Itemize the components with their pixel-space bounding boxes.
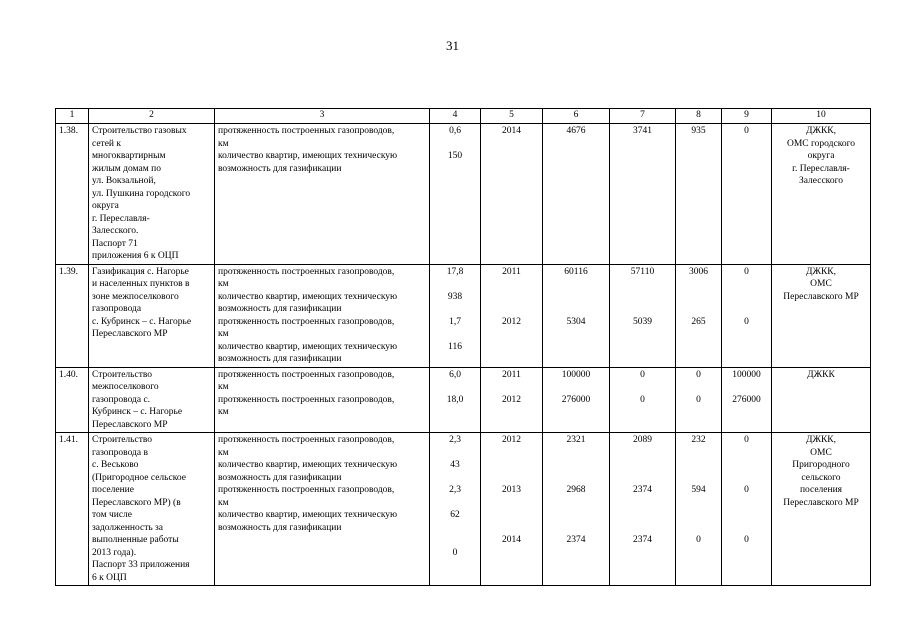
- year: 2014: [481, 124, 543, 265]
- indicator-values: 2,3 43 2,3 62 0: [430, 433, 481, 586]
- amount-col9: 0 0 0: [722, 433, 772, 586]
- row-number: 1.40.: [56, 367, 89, 433]
- row-number: 1.38.: [56, 124, 89, 265]
- indicator-text: количество квартир, имеющих техническую возможность для газификации: [218, 151, 398, 174]
- executor: ДЖКК, ОМС Пригородного сельского поселения Переславского МР: [772, 433, 871, 586]
- object-name: Строительство газовых сетей к многоквартирным жилым домам по ул. Вокзальной, ул. Пушкина городского округа г. Переславля- Залесского. Паспорт 71 приложения 6 к ОЦП: [89, 124, 215, 265]
- header-cell: 5: [481, 109, 543, 124]
- executor: ДЖКК: [772, 367, 871, 433]
- indicator-text: количество квартир, имеющих техническую возможность для газификации: [218, 291, 398, 314]
- indicator-text: количество квартир, имеющих техническую возможность для газификации: [218, 510, 398, 533]
- row-number: 1.41.: [56, 433, 89, 586]
- amount-col7: 57110 5039: [610, 264, 676, 367]
- header-cell: 8: [676, 109, 722, 124]
- indicators: [215, 264, 430, 367]
- object-name: Строительство газопровода в с. Веськово (Пригородное сельское поселение Переславского МР) (в том числе задолженность за выполненные работы 2013 года). Паспорт 33 приложения 6 к ОЦП: [89, 433, 215, 586]
- indicator-values: 6,0 18,0: [430, 367, 481, 433]
- header-cell: 1: [56, 109, 89, 124]
- indicator-text: протяженность построенных газопроводов, км: [218, 316, 395, 339]
- table-row: [56, 264, 871, 367]
- total-amount: 100000 276000: [543, 367, 610, 433]
- page-number: 31: [446, 38, 459, 53]
- table-row: [56, 433, 871, 586]
- total-amount: 2321 2968 2374: [543, 433, 610, 586]
- indicators: [215, 124, 430, 265]
- total-amount: 60116 5304: [543, 264, 610, 367]
- header-cell: 6: [543, 109, 610, 124]
- table-row: [56, 124, 871, 265]
- amount-col8: 3006 265: [676, 264, 722, 367]
- indicator-text: протяженность построенных газопроводов, км: [218, 369, 395, 392]
- year: 2012 2013 2014: [481, 433, 543, 586]
- indicators: [215, 433, 430, 586]
- header-cell: 9: [722, 109, 772, 124]
- indicator-text: протяженность построенных газопроводов, км: [218, 435, 395, 458]
- amount-col7: 3741: [610, 124, 676, 265]
- header-cell: 4: [430, 109, 481, 124]
- year: 2011 2012: [481, 367, 543, 433]
- header-cell: 7: [610, 109, 676, 124]
- indicator-values: 17,8 938 1,7 116: [430, 264, 481, 367]
- indicator-text: количество квартир, имеющих техническую возможность для газификации: [218, 341, 398, 364]
- amount-col9: 100000 276000: [722, 367, 772, 433]
- total-amount: 4676: [543, 124, 610, 265]
- indicator-text: протяженность построенных газопроводов, км: [218, 126, 395, 149]
- executor: ДЖКК, ОМС Переславского МР: [772, 264, 871, 367]
- amount-col8: 935: [676, 124, 722, 265]
- header-cell: 3: [215, 109, 430, 124]
- indicators: [215, 367, 430, 433]
- indicator-text: протяженность построенных газопроводов, км: [218, 485, 395, 508]
- amount-col9: 0 0: [722, 264, 772, 367]
- object-name: Газификация с. Нагорье и населенных пунктов в зоне межпоселкового газопровода с. Кубринск – с. Нагорье Переславского МР: [89, 264, 215, 367]
- executor: ДЖКК, ОМС городского округа г. Переславля- Залесского: [772, 124, 871, 265]
- program-table: [55, 108, 871, 586]
- header-cell: 2: [89, 109, 215, 124]
- amount-col8: 232 594 0: [676, 433, 722, 586]
- table-row: [56, 367, 871, 433]
- indicator-text: количество квартир, имеющих техническую возможность для газификации: [218, 460, 398, 483]
- amount-col7: 2089 2374 2374: [610, 433, 676, 586]
- indicator-text: протяженность построенных газопроводов, км: [218, 266, 395, 289]
- row-number: 1.39.: [56, 264, 89, 367]
- amount-col8: 0 0: [676, 367, 722, 433]
- year: 2011 2012: [481, 264, 543, 367]
- amount-col7: 0 0: [610, 367, 676, 433]
- header-row: [56, 109, 871, 124]
- object-name: Строительство межпоселкового газопровода с. Кубринск – с. Нагорье Переславского МР: [89, 367, 215, 433]
- indicator-values: 0,6 150: [430, 124, 481, 265]
- indicator-text: протяженность построенных газопроводов, км: [218, 394, 395, 417]
- amount-col9: 0: [722, 124, 772, 265]
- header-cell: 10: [772, 109, 871, 124]
